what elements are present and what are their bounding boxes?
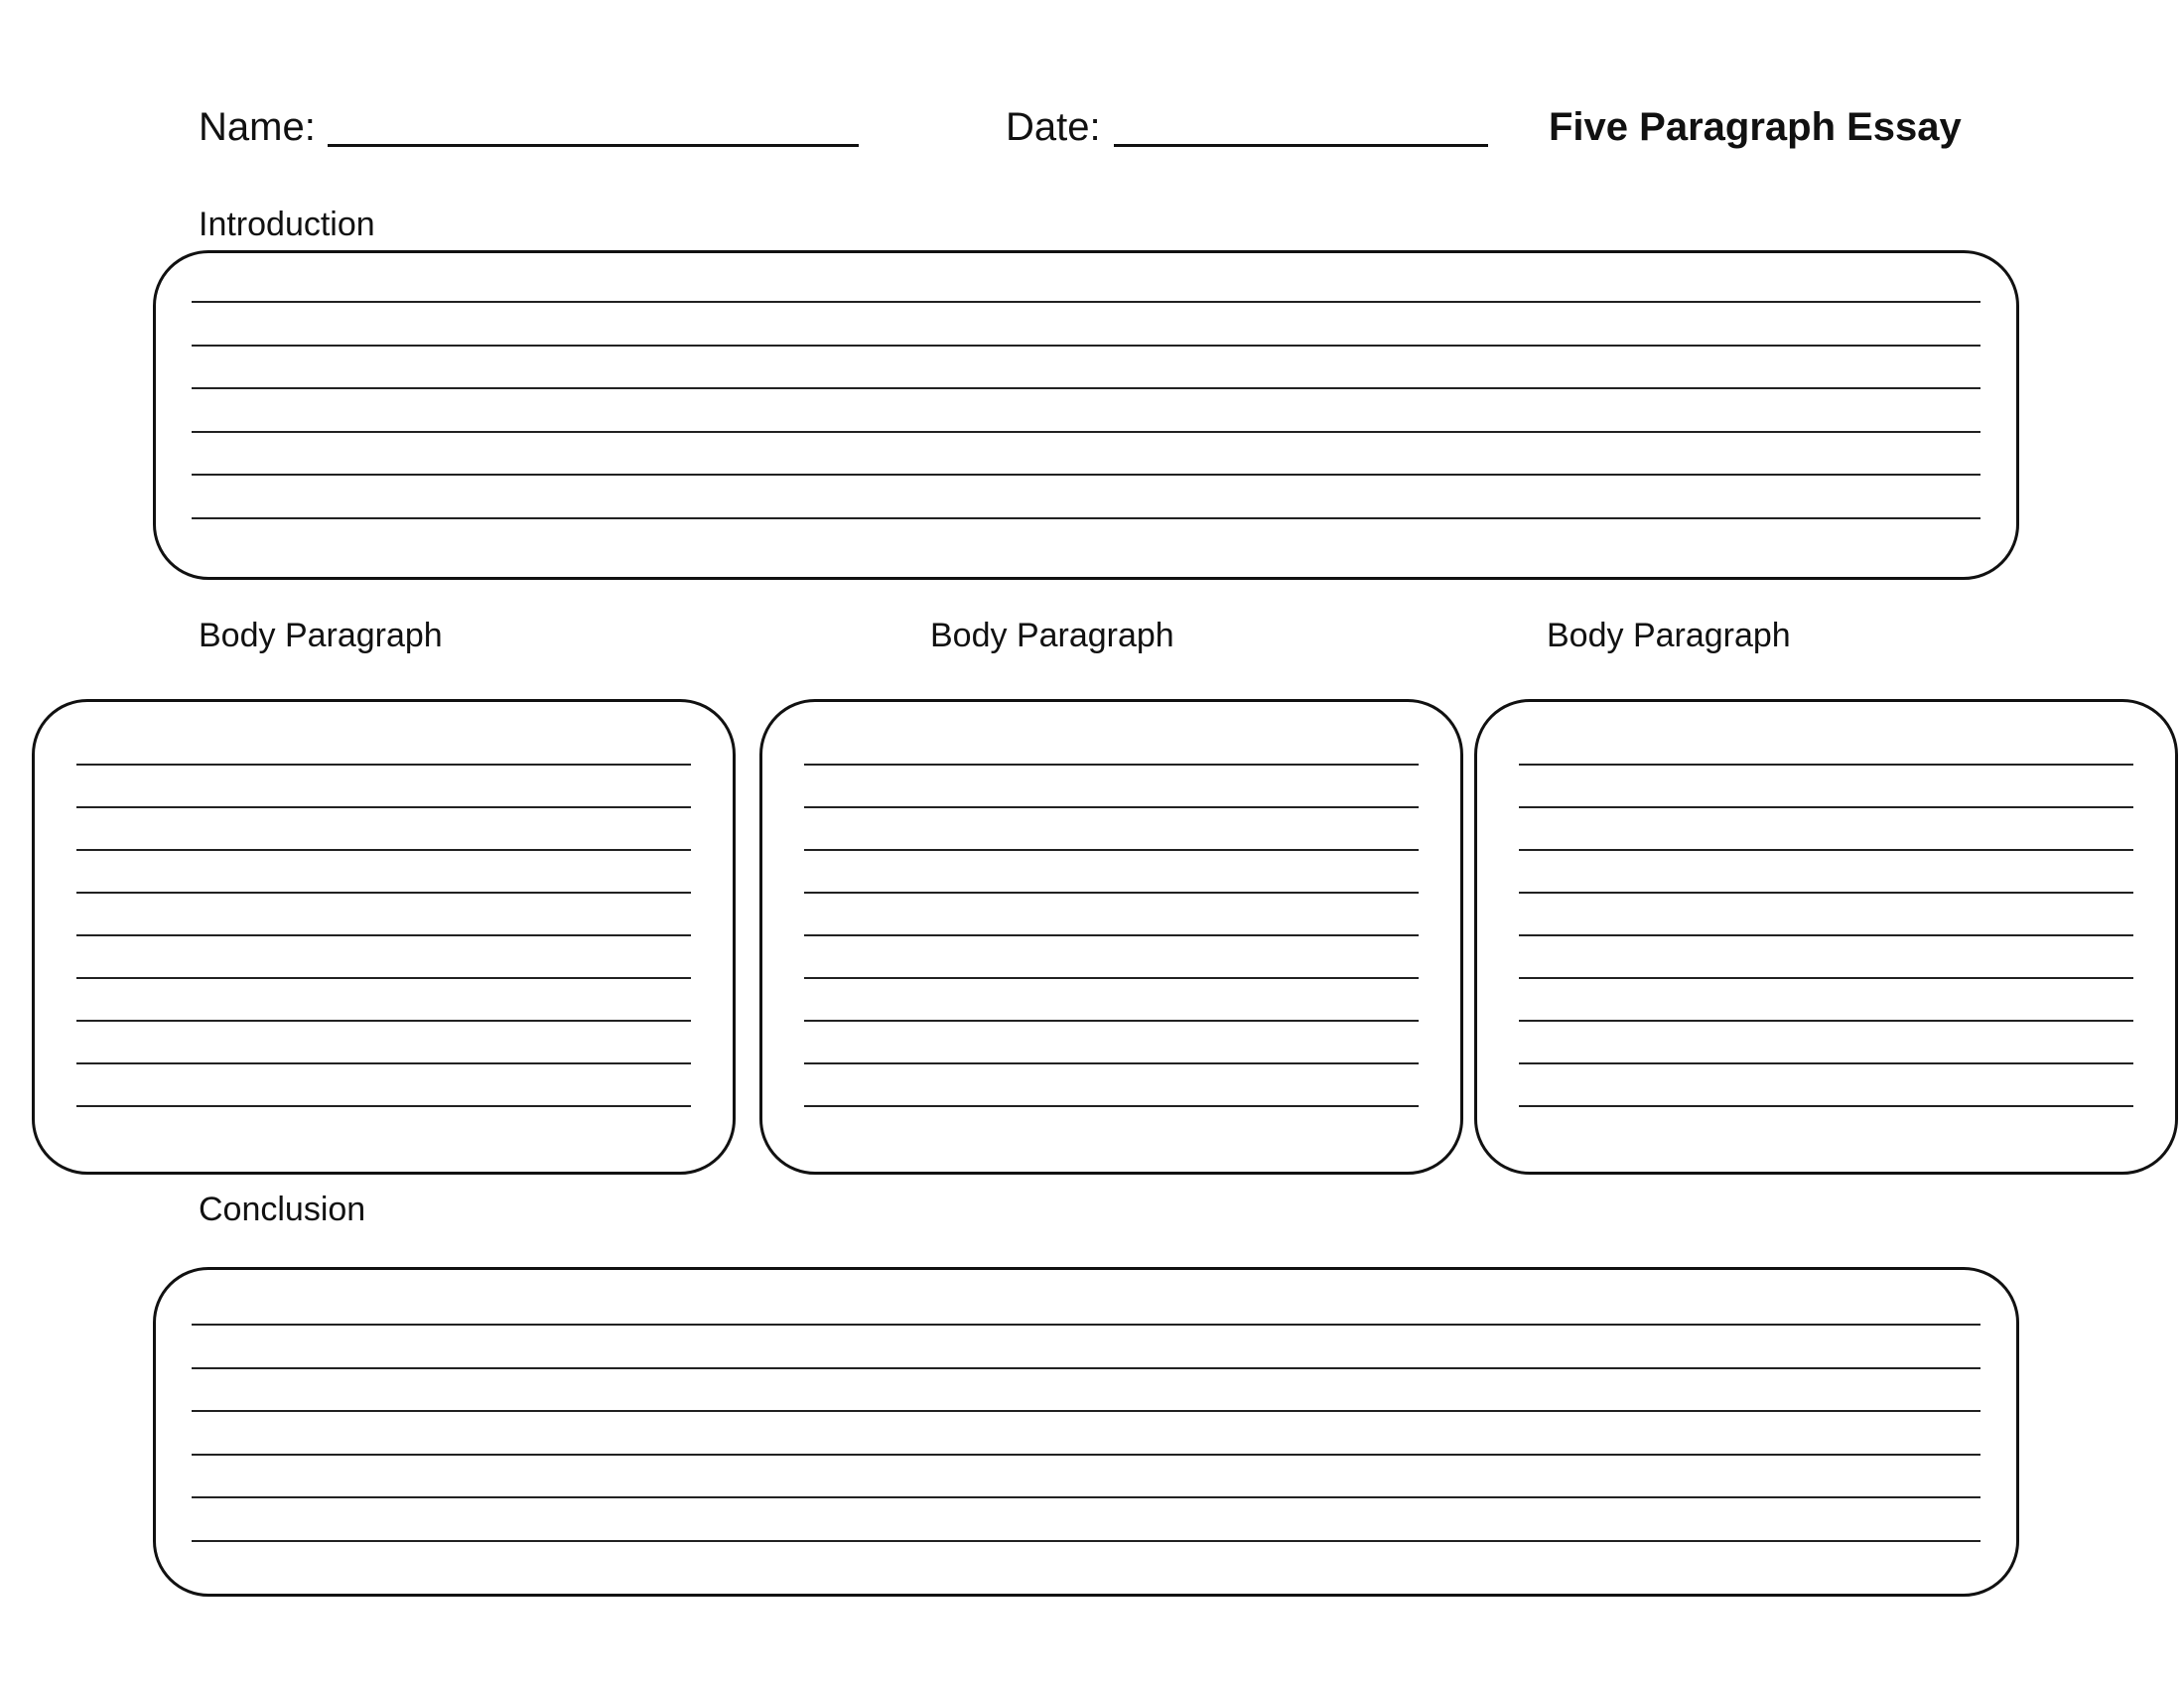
- introduction-box[interactable]: [153, 250, 2019, 580]
- writing-line[interactable]: [804, 892, 1419, 894]
- writing-line[interactable]: [76, 1062, 691, 1064]
- writing-line[interactable]: [1519, 1020, 2133, 1022]
- writing-line[interactable]: [76, 849, 691, 851]
- body-paragraph-1-label: Body Paragraph: [199, 617, 443, 654]
- conclusion-box[interactable]: [153, 1267, 2019, 1597]
- writing-line[interactable]: [192, 1540, 1980, 1542]
- body-paragraph-2-label: Body Paragraph: [930, 617, 1174, 654]
- writing-line[interactable]: [192, 387, 1980, 389]
- writing-line[interactable]: [804, 1105, 1419, 1107]
- writing-line[interactable]: [804, 764, 1419, 766]
- writing-line[interactable]: [76, 892, 691, 894]
- writing-line[interactable]: [804, 849, 1419, 851]
- writing-line[interactable]: [804, 1020, 1419, 1022]
- body-paragraph-2-box[interactable]: [759, 699, 1463, 1175]
- writing-line[interactable]: [804, 806, 1419, 808]
- writing-line[interactable]: [804, 1062, 1419, 1064]
- writing-line[interactable]: [76, 806, 691, 808]
- writing-line[interactable]: [804, 934, 1419, 936]
- writing-line[interactable]: [1519, 806, 2133, 808]
- writing-line[interactable]: [192, 1324, 1980, 1326]
- writing-line[interactable]: [76, 934, 691, 936]
- writing-line[interactable]: [192, 1454, 1980, 1456]
- writing-line[interactable]: [1519, 977, 2133, 979]
- writing-line[interactable]: [192, 1496, 1980, 1498]
- writing-line[interactable]: [1519, 934, 2133, 936]
- body-paragraph-3-box[interactable]: [1474, 699, 2178, 1175]
- writing-line[interactable]: [1519, 1105, 2133, 1107]
- writing-line[interactable]: [1519, 1062, 2133, 1064]
- writing-line[interactable]: [1519, 849, 2133, 851]
- name-label: Name:: [199, 105, 316, 149]
- writing-line[interactable]: [192, 301, 1980, 303]
- writing-line[interactable]: [76, 1020, 691, 1022]
- introduction-label: Introduction: [199, 206, 375, 243]
- writing-line[interactable]: [1519, 764, 2133, 766]
- writing-line[interactable]: [192, 1410, 1980, 1412]
- writing-line[interactable]: [76, 977, 691, 979]
- writing-line[interactable]: [76, 764, 691, 766]
- writing-line[interactable]: [76, 1105, 691, 1107]
- writing-line[interactable]: [192, 474, 1980, 476]
- writing-line[interactable]: [804, 977, 1419, 979]
- body-paragraph-1-box[interactable]: [32, 699, 736, 1175]
- body-paragraph-3-label: Body Paragraph: [1547, 617, 1791, 654]
- writing-line[interactable]: [192, 517, 1980, 519]
- conclusion-label: Conclusion: [199, 1191, 366, 1228]
- writing-line[interactable]: [192, 345, 1980, 347]
- page-title: Five Paragraph Essay: [1549, 105, 1962, 149]
- writing-line[interactable]: [192, 431, 1980, 433]
- writing-line[interactable]: [1519, 892, 2133, 894]
- date-field-line[interactable]: [1114, 144, 1488, 147]
- date-label: Date:: [1006, 105, 1101, 149]
- name-field-line[interactable]: [328, 144, 859, 147]
- writing-line[interactable]: [192, 1367, 1980, 1369]
